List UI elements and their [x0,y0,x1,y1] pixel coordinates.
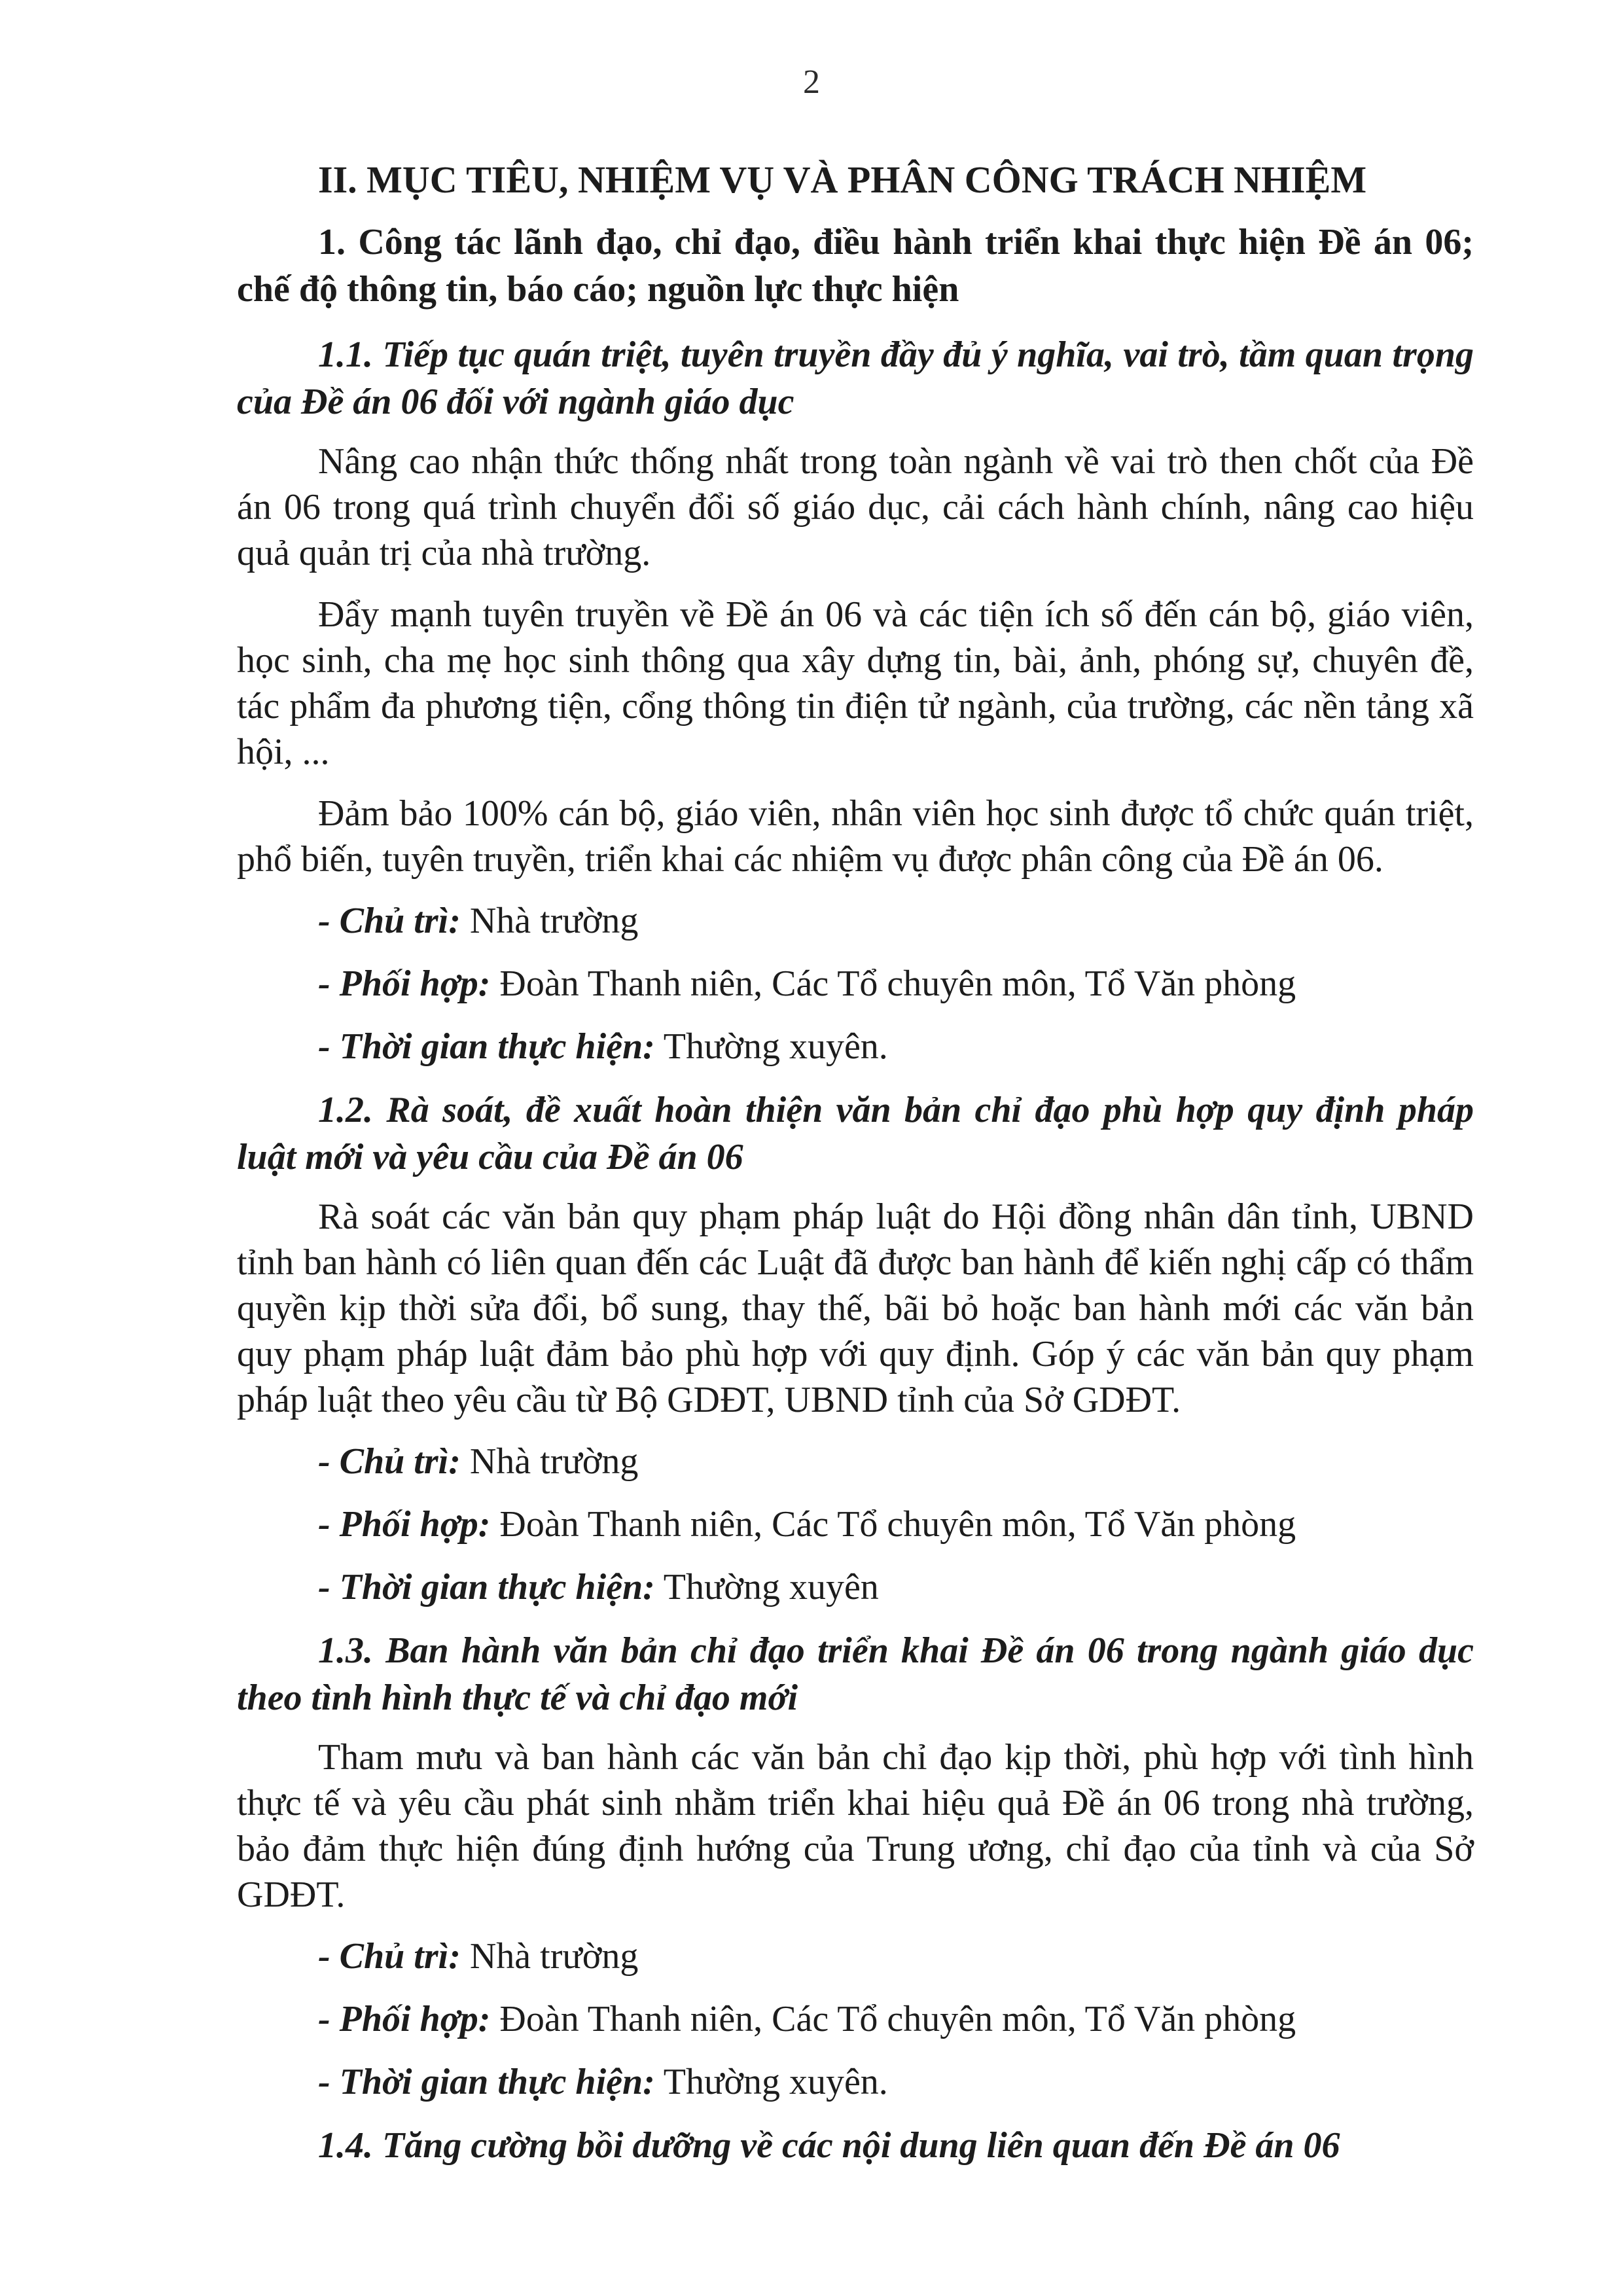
phoi-hop-value: Đoàn Thanh niên, Các Tổ chuyên môn, Tổ Văn phòng [499,1999,1296,2039]
item-heading: 1.2. Rà soát, đề xuất hoàn thiện văn bản chỉ đạo phù hợp quy định pháp luật mới và yêu cầu của Đề án 06 [237,1090,1474,1177]
paragraph: Rà soát các văn bản quy phạm pháp luật do Hội đồng nhân dân tỉnh, UBND tỉnh ban hành có liên quan đến các Luật đã được ban hành để kiến nghị cấp có thẩm quyền kịp thời sửa đổi, bổ sung, thay thế, bãi bỏ hoặc ban hành mới các văn bản quy phạm pháp luật đảm bảo phù hợp với quy định. Góp ý các văn bản quy phạm pháp luật theo yêu cầu từ Bộ GDĐT, UBND tỉnh của Sở GDĐT. [237,1196,1474,1420]
document-body [237,157,1474,2182]
chu-tri-line [237,1439,1474,1484]
phoi-hop-line [237,1996,1474,2042]
thoi-gian-label: - Thời gian thực hiện: [318,2062,655,2102]
paragraph: Đảm bảo 100% cán bộ, giáo viên, nhân viên học sinh được tổ chức quán triệt, phổ biến, tuyên truyền, triển khai các nhiệm vụ được phân công của Đề án 06. [237,793,1474,880]
thoi-gian-label: - Thời gian thực hiện: [318,1026,655,1067]
thoi-gian-value: Thường xuyên. [663,1026,888,1067]
phoi-hop-value: Đoàn Thanh niên, Các Tổ chuyên môn, Tổ Văn phòng [499,1504,1296,1545]
phoi-hop-label: - Phối hợp: [318,963,491,1004]
chu-tri-label: - Chủ trì: [318,1441,461,1482]
chu-tri-value: Nhà trường [469,1936,639,1977]
thoi-gian-value: Thường xuyên. [663,2062,888,2102]
chu-tri-value: Nhà trường [469,901,639,941]
phoi-hop-value: Đoàn Thanh niên, Các Tổ chuyên môn, Tổ Văn phòng [499,963,1296,1004]
chu-tri-label: - Chủ trì: [318,1936,461,1977]
thoi-gian-label: - Thời gian thực hiện: [318,1567,655,1607]
item-heading: 1.1. Tiếp tục quán triệt, tuyên truyền đầy đủ ý nghĩa, vai trò, tầm quan trọng của Đề án 06 đối với ngành giáo dục [237,334,1474,422]
item-heading: 1.3. Ban hành văn bản chỉ đạo triển khai Đề án 06 trong ngành giáo dục theo tình hình thực tế và chỉ đạo mới [237,1630,1474,1718]
item-1-1 [237,331,1474,1069]
item-1-2 [237,1086,1474,1610]
thoi-gian-line [237,1024,1474,1069]
chu-tri-value: Nhà trường [469,1441,639,1482]
paragraph: Nâng cao nhận thức thống nhất trong toàn ngành về vai trò then chốt của Đề án 06 trong quá trình chuyển đổi số giáo dục, cải cách hành chính, nâng cao hiệu quả quản trị của nhà trường. [237,441,1474,573]
thoi-gian-value: Thường xuyên [663,1567,879,1607]
chu-tri-line [237,1933,1474,1979]
phoi-hop-line [237,1501,1474,1547]
item-1-3 [237,1627,1474,2105]
chu-tri-line [237,898,1474,944]
section-heading: II. MỤC TIÊU, NHIỆM VỤ VÀ PHÂN CÔNG TRÁCH NHIỆM [318,158,1367,201]
phoi-hop-label: - Phối hợp: [318,1504,491,1545]
phoi-hop-label: - Phối hợp: [318,1999,491,2039]
phoi-hop-line [237,961,1474,1007]
subsection-heading: 1. Công tác lãnh đạo, chỉ đạo, điều hành triển khai thực hiện Đề án 06; chế độ thông tin, báo cáo; nguồn lực thực hiện [237,222,1474,310]
chu-tri-label: - Chủ trì: [318,901,461,941]
thoi-gian-line [237,1564,1474,1610]
paragraph: Đẩy mạnh tuyên truyền về Đề án 06 và các tiện ích số đến cán bộ, giáo viên, học sinh, cha mẹ học sinh thông qua xây dựng tin, bài, ảnh, phóng sự, chuyên đề, tác phẩm đa phương tiện, cổng thông tin điện tử ngành, của trường, các nền tảng xã hội, ... [237,594,1474,772]
item-heading-1-4: 1.4. Tăng cường bồi dưỡng về các nội dung liên quan đến Đề án 06 [318,2125,1340,2166]
thoi-gian-line [237,2059,1474,2105]
paragraph: Tham mưu và ban hành các văn bản chỉ đạo kịp thời, phù hợp với tình hình thực tế và yêu cầu phát sinh nhằm triển khai hiệu quả Đề án 06 trong nhà trường, bảo đảm thực hiện đúng định hướng của Trung ương, chỉ đạo của tỉnh và của Sở GDĐT. [237,1737,1474,1915]
page-number: 2 [803,63,820,101]
